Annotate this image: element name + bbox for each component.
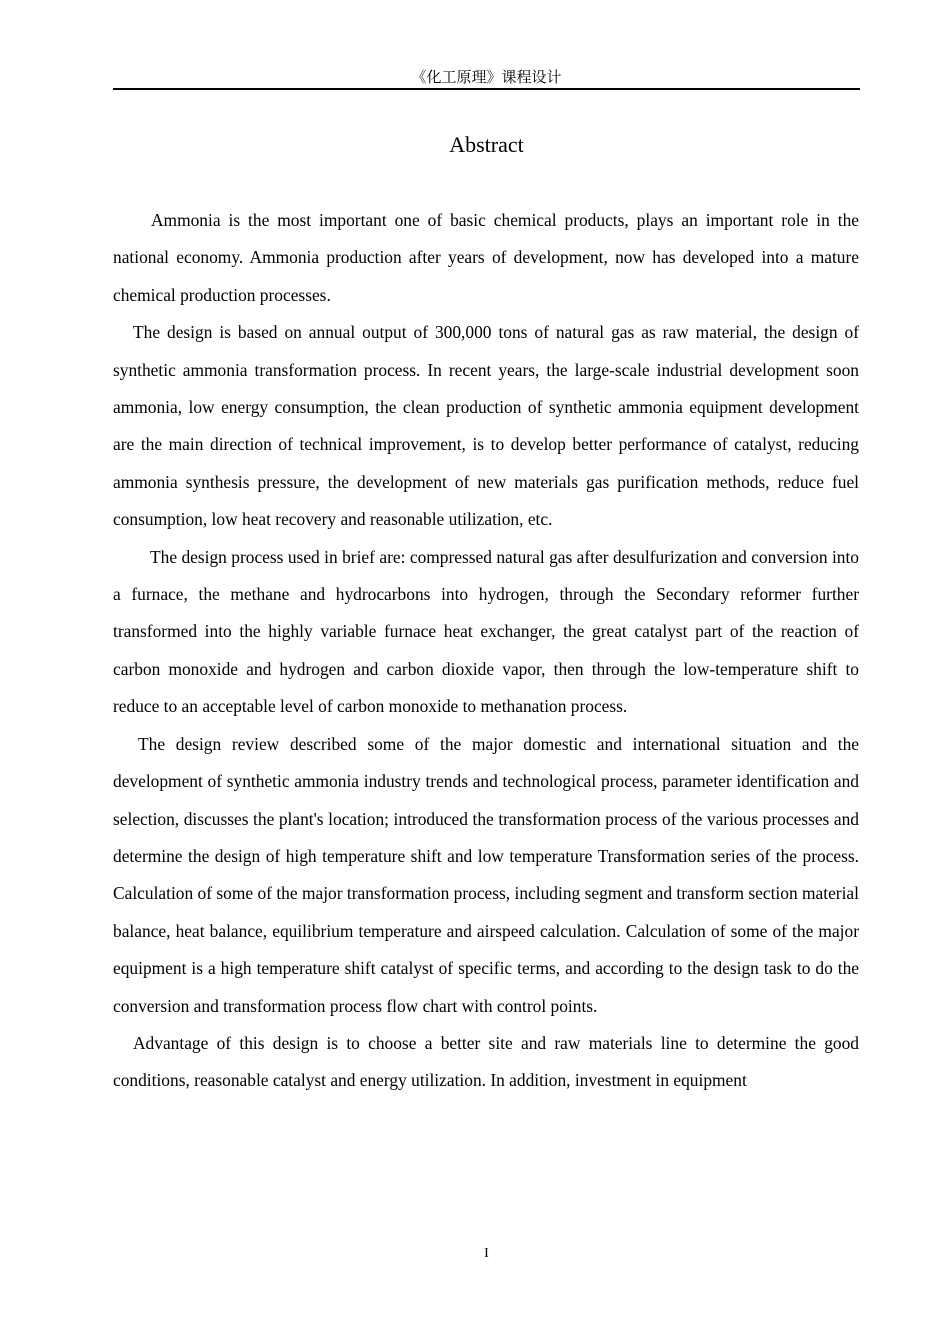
page-title: Abstract: [449, 132, 524, 157]
paragraph-4: The design review described some of the major domestic and international situation and the development of synthetic ammonia industry trends and technological process, parameter identification and selection, discusses the plant's location; introduced the transformation process of the various processes and determine the design of high temperature shift and low temperature Transformation series of the process. Calculation of some of the major transformation process, including segment and transform section material balance, heat balance, equilibrium temperature and airspeed calculation. Calculation of some of the major equipment is a high temperature shift catalyst of specific terms, and according to the design task to do the conversion and transformation process flow chart with control points.: [113, 733, 859, 1016]
header-rule: [113, 88, 860, 90]
paragraph-1: Ammonia is the most important one of basic chemical products, plays an important role in the national economy. Ammonia production after years of development, now has developed into a mature chemical production processes.: [113, 210, 859, 305]
page-header: 《化工原理》课程设计: [411, 68, 562, 86]
paragraph-3: The design process used in brief are: compressed natural gas after desulfurization and conversion into a furnace, the methane and hydrocarbons into hydrogen, through the Secondary reformer further transformed into the highly variable furnace heat exchanger, the great catalyst part of the reaction of carbon monoxide and hydrogen and carbon dioxide vapor, then through the low-temperature shift to reduce to an acceptable level of carbon monoxide to methanation process.: [113, 546, 859, 717]
paragraph-2: The design is based on annual output of 300,000 tons of natural gas as raw material, the design of synthetic ammonia transformation process. In recent years, the large-scale industrial development soon ammonia, low energy consumption, the clean production of synthetic ammonia equipment development are the main direction of technical improvement, is to develop better performance of catalyst, reducing ammonia synthesis pressure, the development of new materials gas purification methods, reduce fuel consumption, low heat recovery and reasonable utilization, etc.: [113, 322, 859, 530]
page-number: I: [484, 1246, 489, 1261]
abstract-body: [113, 202, 859, 1212]
paragraph-5: Advantage of this design is to choose a better site and raw materials line to determine the good conditions, reasonable catalyst and energy utilization. In addition, investment in equipment: [113, 1032, 859, 1091]
